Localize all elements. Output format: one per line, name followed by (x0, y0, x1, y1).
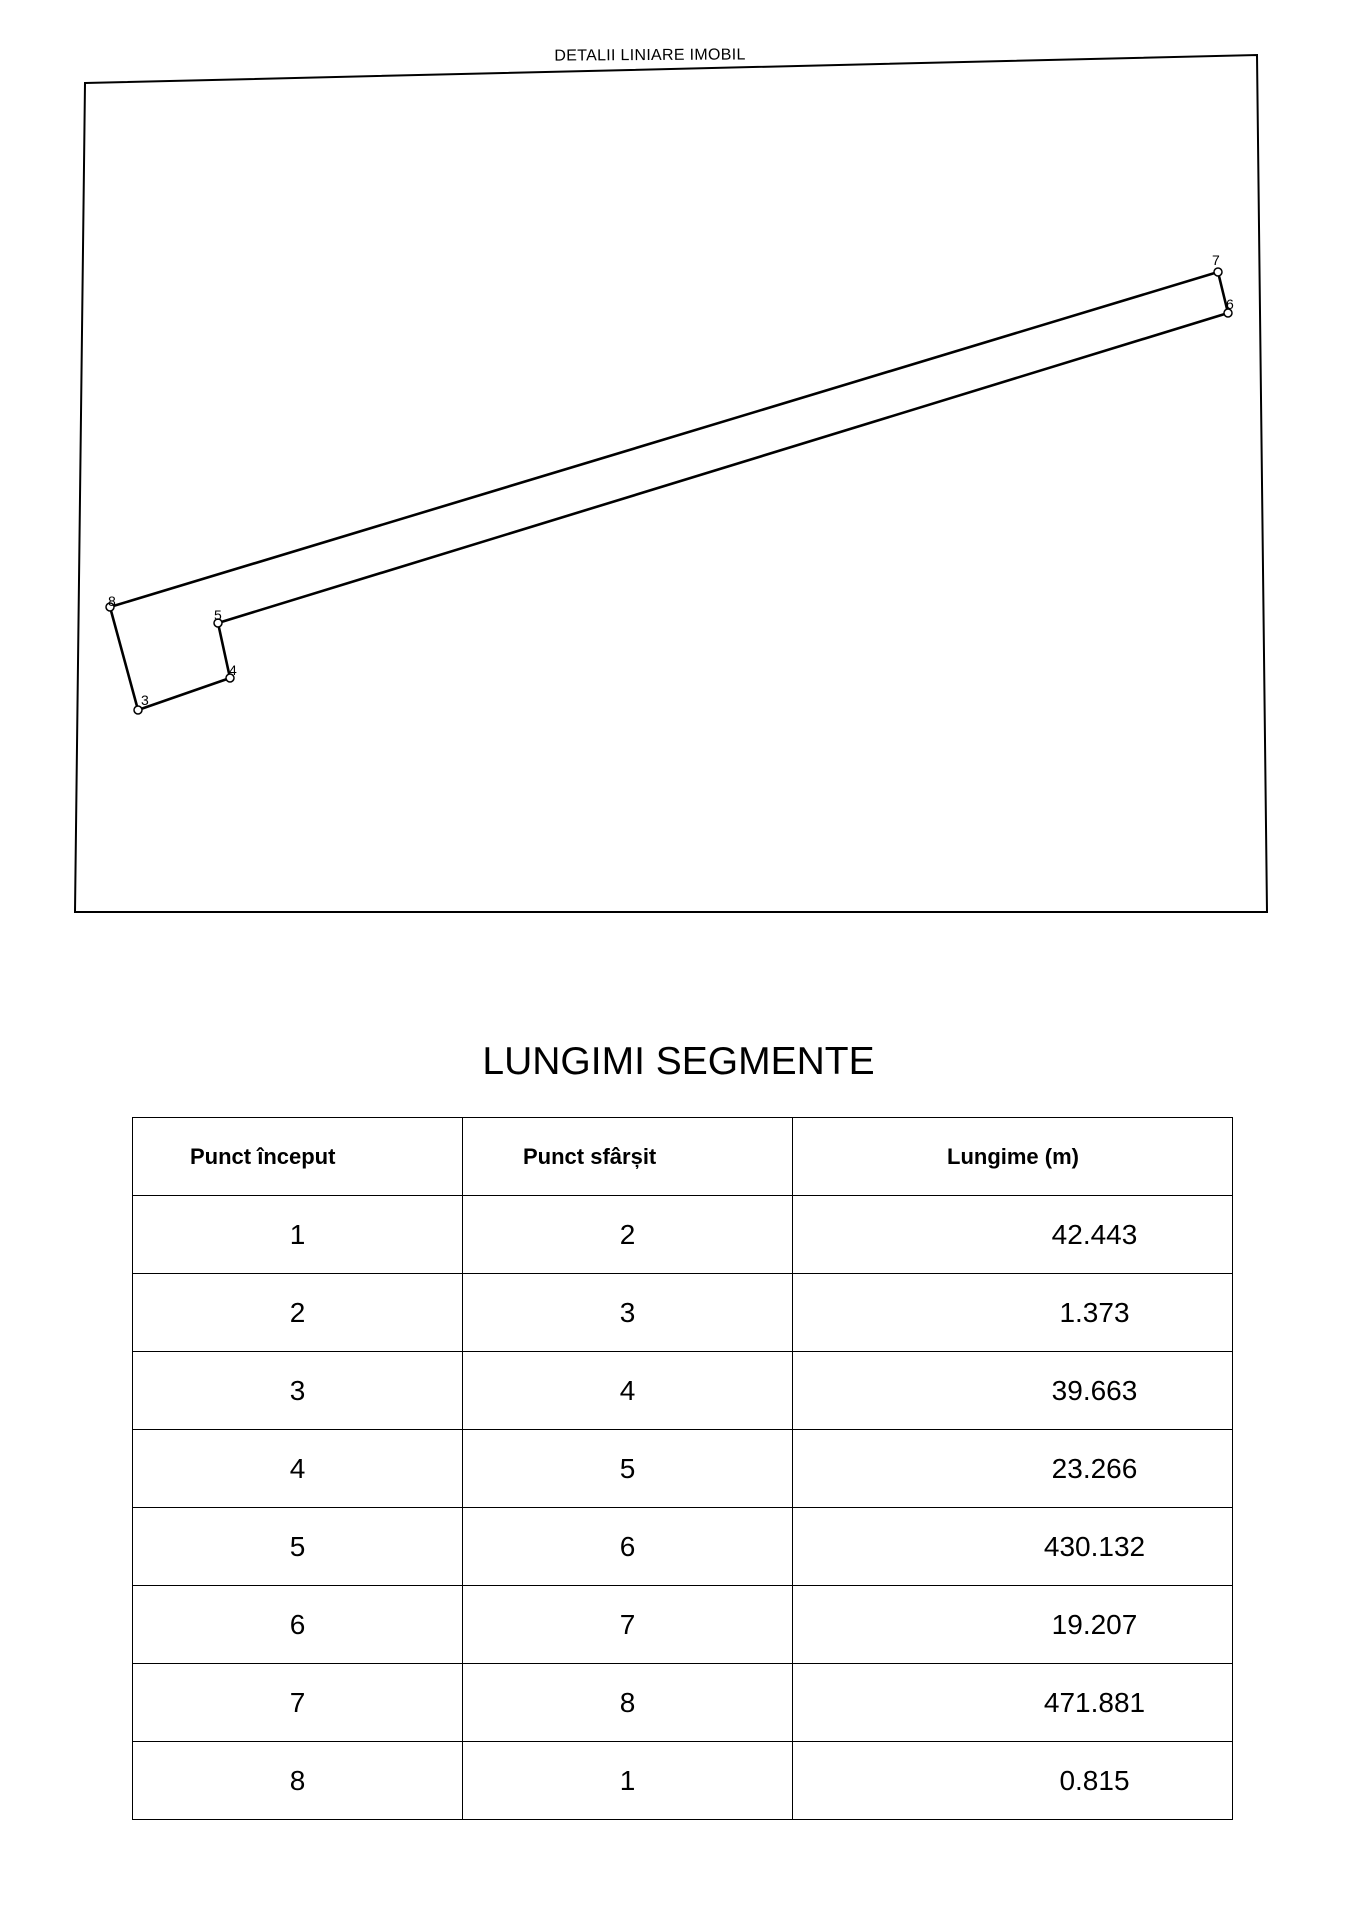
cell-length: 1.373 (793, 1274, 1233, 1352)
cell-start: 1 (133, 1196, 463, 1274)
point-label: 4 (229, 662, 237, 678)
cell-end: 5 (463, 1430, 793, 1508)
cell-end: 3 (463, 1274, 793, 1352)
header-start: Punct început (133, 1118, 463, 1196)
point-label: 6 (1226, 296, 1234, 312)
cell-length: 23.266 (793, 1430, 1233, 1508)
table-row (133, 1586, 1233, 1664)
table-row (133, 1196, 1233, 1274)
table-row (133, 1508, 1233, 1586)
plan-title: DETALII LINIARE IMOBIL (554, 46, 746, 65)
cell-length: 19.207 (793, 1586, 1233, 1664)
cell-start: 7 (133, 1664, 463, 1742)
cell-length: 430.132 (793, 1508, 1233, 1586)
cell-start: 4 (133, 1430, 463, 1508)
table-row (133, 1352, 1233, 1430)
segments-table (132, 1117, 1233, 1820)
table-row (133, 1274, 1233, 1352)
cell-end: 2 (463, 1196, 793, 1274)
section-title: LUNGIMI SEGMENTE (482, 1040, 875, 1083)
cell-start: 5 (133, 1508, 463, 1586)
cell-length: 0.815 (793, 1742, 1233, 1820)
cell-start: 8 (133, 1742, 463, 1820)
cell-end: 1 (463, 1742, 793, 1820)
point-label: 8 (108, 593, 116, 609)
cell-end: 6 (463, 1508, 793, 1586)
cell-start: 2 (133, 1274, 463, 1352)
header-end: Punct sfârșit (463, 1118, 793, 1196)
cell-length: 471.881 (793, 1664, 1233, 1742)
plan-drawing (0, 0, 1357, 940)
plan-svg (0, 0, 1357, 940)
point-label: 7 (1212, 252, 1220, 268)
cell-length: 42.443 (793, 1196, 1233, 1274)
vertex-marker (1214, 268, 1222, 276)
table-row (133, 1664, 1233, 1742)
cell-end: 8 (463, 1664, 793, 1742)
table-header-row (133, 1118, 1233, 1196)
table-row (133, 1430, 1233, 1508)
point-label: 5 (214, 607, 222, 623)
cell-end: 4 (463, 1352, 793, 1430)
header-length: Lungime (m) (793, 1118, 1233, 1196)
point-label: 3 (141, 692, 149, 708)
parcel-outline (110, 272, 1228, 710)
cell-length: 39.663 (793, 1352, 1233, 1430)
table-row (133, 1742, 1233, 1820)
cell-end: 7 (463, 1586, 793, 1664)
cell-start: 6 (133, 1586, 463, 1664)
cell-start: 3 (133, 1352, 463, 1430)
